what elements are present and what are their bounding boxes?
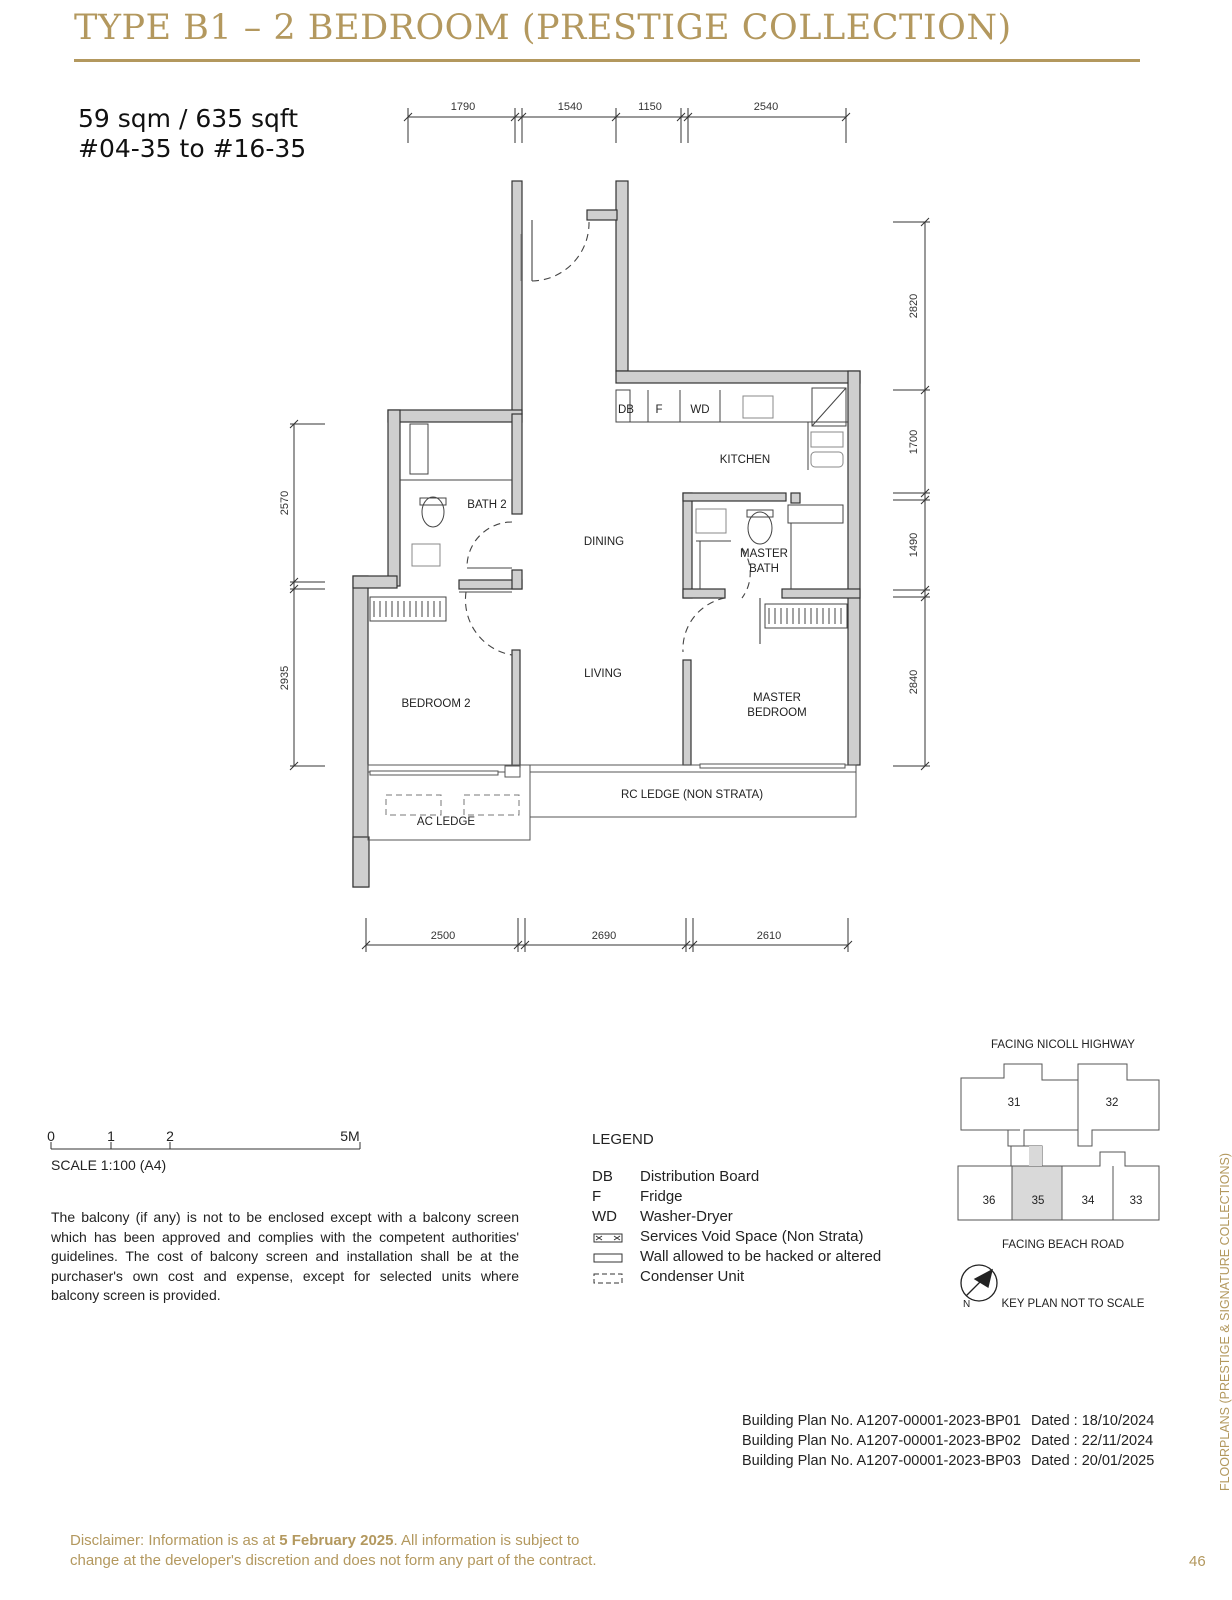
scale-tick-5m: 5M	[340, 1128, 360, 1144]
building-plan-no: Building Plan No. A1207-00001-2023-BP03	[742, 1453, 1021, 1469]
key-plan-unit-34: 34	[1081, 1195, 1095, 1207]
legend	[592, 1166, 881, 1286]
building-plan-row	[742, 1431, 1154, 1451]
key-plan-unit-35-highlight	[1012, 1166, 1062, 1220]
legend-label: Condenser Unit	[640, 1267, 745, 1285]
balcony-note: The balcony (if any) is not to be enclosed except with a balcony screen which has been approved and complies with the competent authorities' guidelines. The cost of balcony screen and installation shall be at the purchaser's own cost and expense, except for selected units where balcony screen is provided.	[51, 1209, 519, 1303]
label-fridge: F	[655, 404, 663, 416]
dim-bottom-2: 2690	[591, 930, 617, 942]
legend-label: Distribution Board	[640, 1167, 760, 1185]
building-plan-dated: Dated : 20/01/2025	[1030, 1453, 1155, 1469]
dim-left-1: 2570	[279, 490, 291, 516]
key-plan-unit-36: 36	[982, 1195, 996, 1207]
dim-right-1: 2820	[908, 293, 920, 319]
dim-right-3: 1490	[908, 532, 920, 558]
dim-left-2: 2935	[279, 665, 291, 691]
legend-label: Washer-Dryer	[640, 1207, 733, 1225]
legend-label: Fridge	[640, 1187, 683, 1205]
label-ac-ledge: AC LEDGE	[416, 816, 476, 828]
key-plan-unit-31: 31	[1007, 1097, 1021, 1109]
north-label: N	[963, 1299, 971, 1310]
label-rc-ledge: RC LEDGE (NON STRATA)	[620, 789, 764, 801]
label-db: DB	[618, 404, 634, 416]
legend-label: Wall allowed to be hacked or altered	[640, 1247, 882, 1265]
scale-tick-0: 0	[47, 1128, 55, 1144]
legend-item	[592, 1246, 881, 1266]
dim-top-1: 1790	[450, 101, 476, 113]
walls	[353, 181, 860, 887]
disclaimer	[70, 1531, 597, 1571]
disclaimer-line2: change at the developer's discretion and does not form any part of the contract.	[70, 1552, 597, 1569]
legend-item	[592, 1226, 881, 1246]
dim-top-2: 1540	[557, 101, 583, 113]
scale-tick-1: 1	[107, 1128, 115, 1144]
key-plan-facing-top: FACING NICOLL HIGHWAY	[991, 1039, 1135, 1051]
building-plan-no: Building Plan No. A1207-00001-2023-BP02	[742, 1433, 1021, 1449]
label-master-bath-1: MASTER	[740, 548, 788, 560]
label-bedroom2: BEDROOM 2	[401, 698, 471, 710]
scale-tick-2: 2	[166, 1128, 174, 1144]
scale-bar	[51, 1142, 360, 1149]
legend-item	[592, 1206, 881, 1226]
label-master-bedroom-1: MASTER	[753, 692, 801, 704]
building-plan-dated: Dated : 18/10/2024	[1030, 1413, 1155, 1429]
unit-area: 59 sqm / 635 sqft	[78, 104, 299, 133]
dim-bottom-3: 2610	[756, 930, 782, 942]
section-side-label: FLOORPLANS (PRESTIGE & SIGNATURE COLLECTIONS)	[1218, 1153, 1232, 1492]
label-kitchen: KITCHEN	[719, 454, 771, 466]
label-wd: WD	[690, 404, 710, 416]
key-plan-unit-32: 32	[1105, 1097, 1119, 1109]
dim-top-3: 1150	[638, 101, 662, 113]
legend-code: DB	[592, 1167, 613, 1185]
legend-item	[592, 1166, 881, 1186]
label-master-bedroom-2: BEDROOM	[747, 707, 807, 719]
disclaimer-suffix: . All information is subject to	[393, 1532, 580, 1549]
scale-label: SCALE 1:100 (A4)	[51, 1157, 167, 1173]
dimensions-top	[404, 108, 850, 143]
building-plan-list	[742, 1411, 1154, 1471]
disclaimer-prefix: Disclaimer: Information is as at	[70, 1532, 280, 1549]
dimensions-left	[290, 420, 325, 770]
wardrobes	[370, 597, 847, 628]
legend-code: WD	[592, 1207, 617, 1225]
dim-bottom-1: 2500	[430, 930, 456, 942]
unit-numbers: #04-35 to #16-35	[78, 134, 307, 163]
building-plan-row	[742, 1411, 1154, 1431]
label-bath2: BATH 2	[467, 499, 507, 511]
legend-item	[592, 1266, 881, 1286]
legend-label: Services Void Space (Non Strata)	[640, 1227, 864, 1245]
building-plan-dated: Dated : 22/11/2024	[1030, 1433, 1154, 1449]
legend-title: LEGEND	[592, 1131, 654, 1148]
page-number: 46	[1189, 1553, 1206, 1570]
label-master-bath-2: BATH	[749, 563, 779, 575]
key-plan-unit-33: 33	[1129, 1195, 1143, 1207]
dim-top-4: 2540	[753, 101, 779, 113]
key-plan-facing-bottom: FACING BEACH ROAD	[1001, 1239, 1125, 1251]
key-plan-unit-35: 35	[1031, 1195, 1045, 1207]
north-arrow-icon	[961, 1265, 997, 1310]
condenser-units	[386, 795, 519, 815]
dim-right-2: 1700	[908, 429, 920, 455]
legend-code: F	[592, 1187, 602, 1205]
label-living: LIVING	[584, 668, 622, 680]
legend-item	[592, 1186, 881, 1206]
dim-right-4: 2840	[908, 669, 920, 695]
label-dining: DINING	[583, 536, 625, 548]
page-title: TYPE B1 – 2 BEDROOM (PRESTIGE COLLECTION)	[74, 8, 1012, 48]
key-plan-note: KEY PLAN NOT TO SCALE	[1001, 1298, 1145, 1310]
disclaimer-date: 5 February 2025	[279, 1532, 394, 1549]
building-plan-row	[742, 1451, 1154, 1471]
building-plan-no: Building Plan No. A1207-00001-2023-BP01	[742, 1413, 1021, 1429]
